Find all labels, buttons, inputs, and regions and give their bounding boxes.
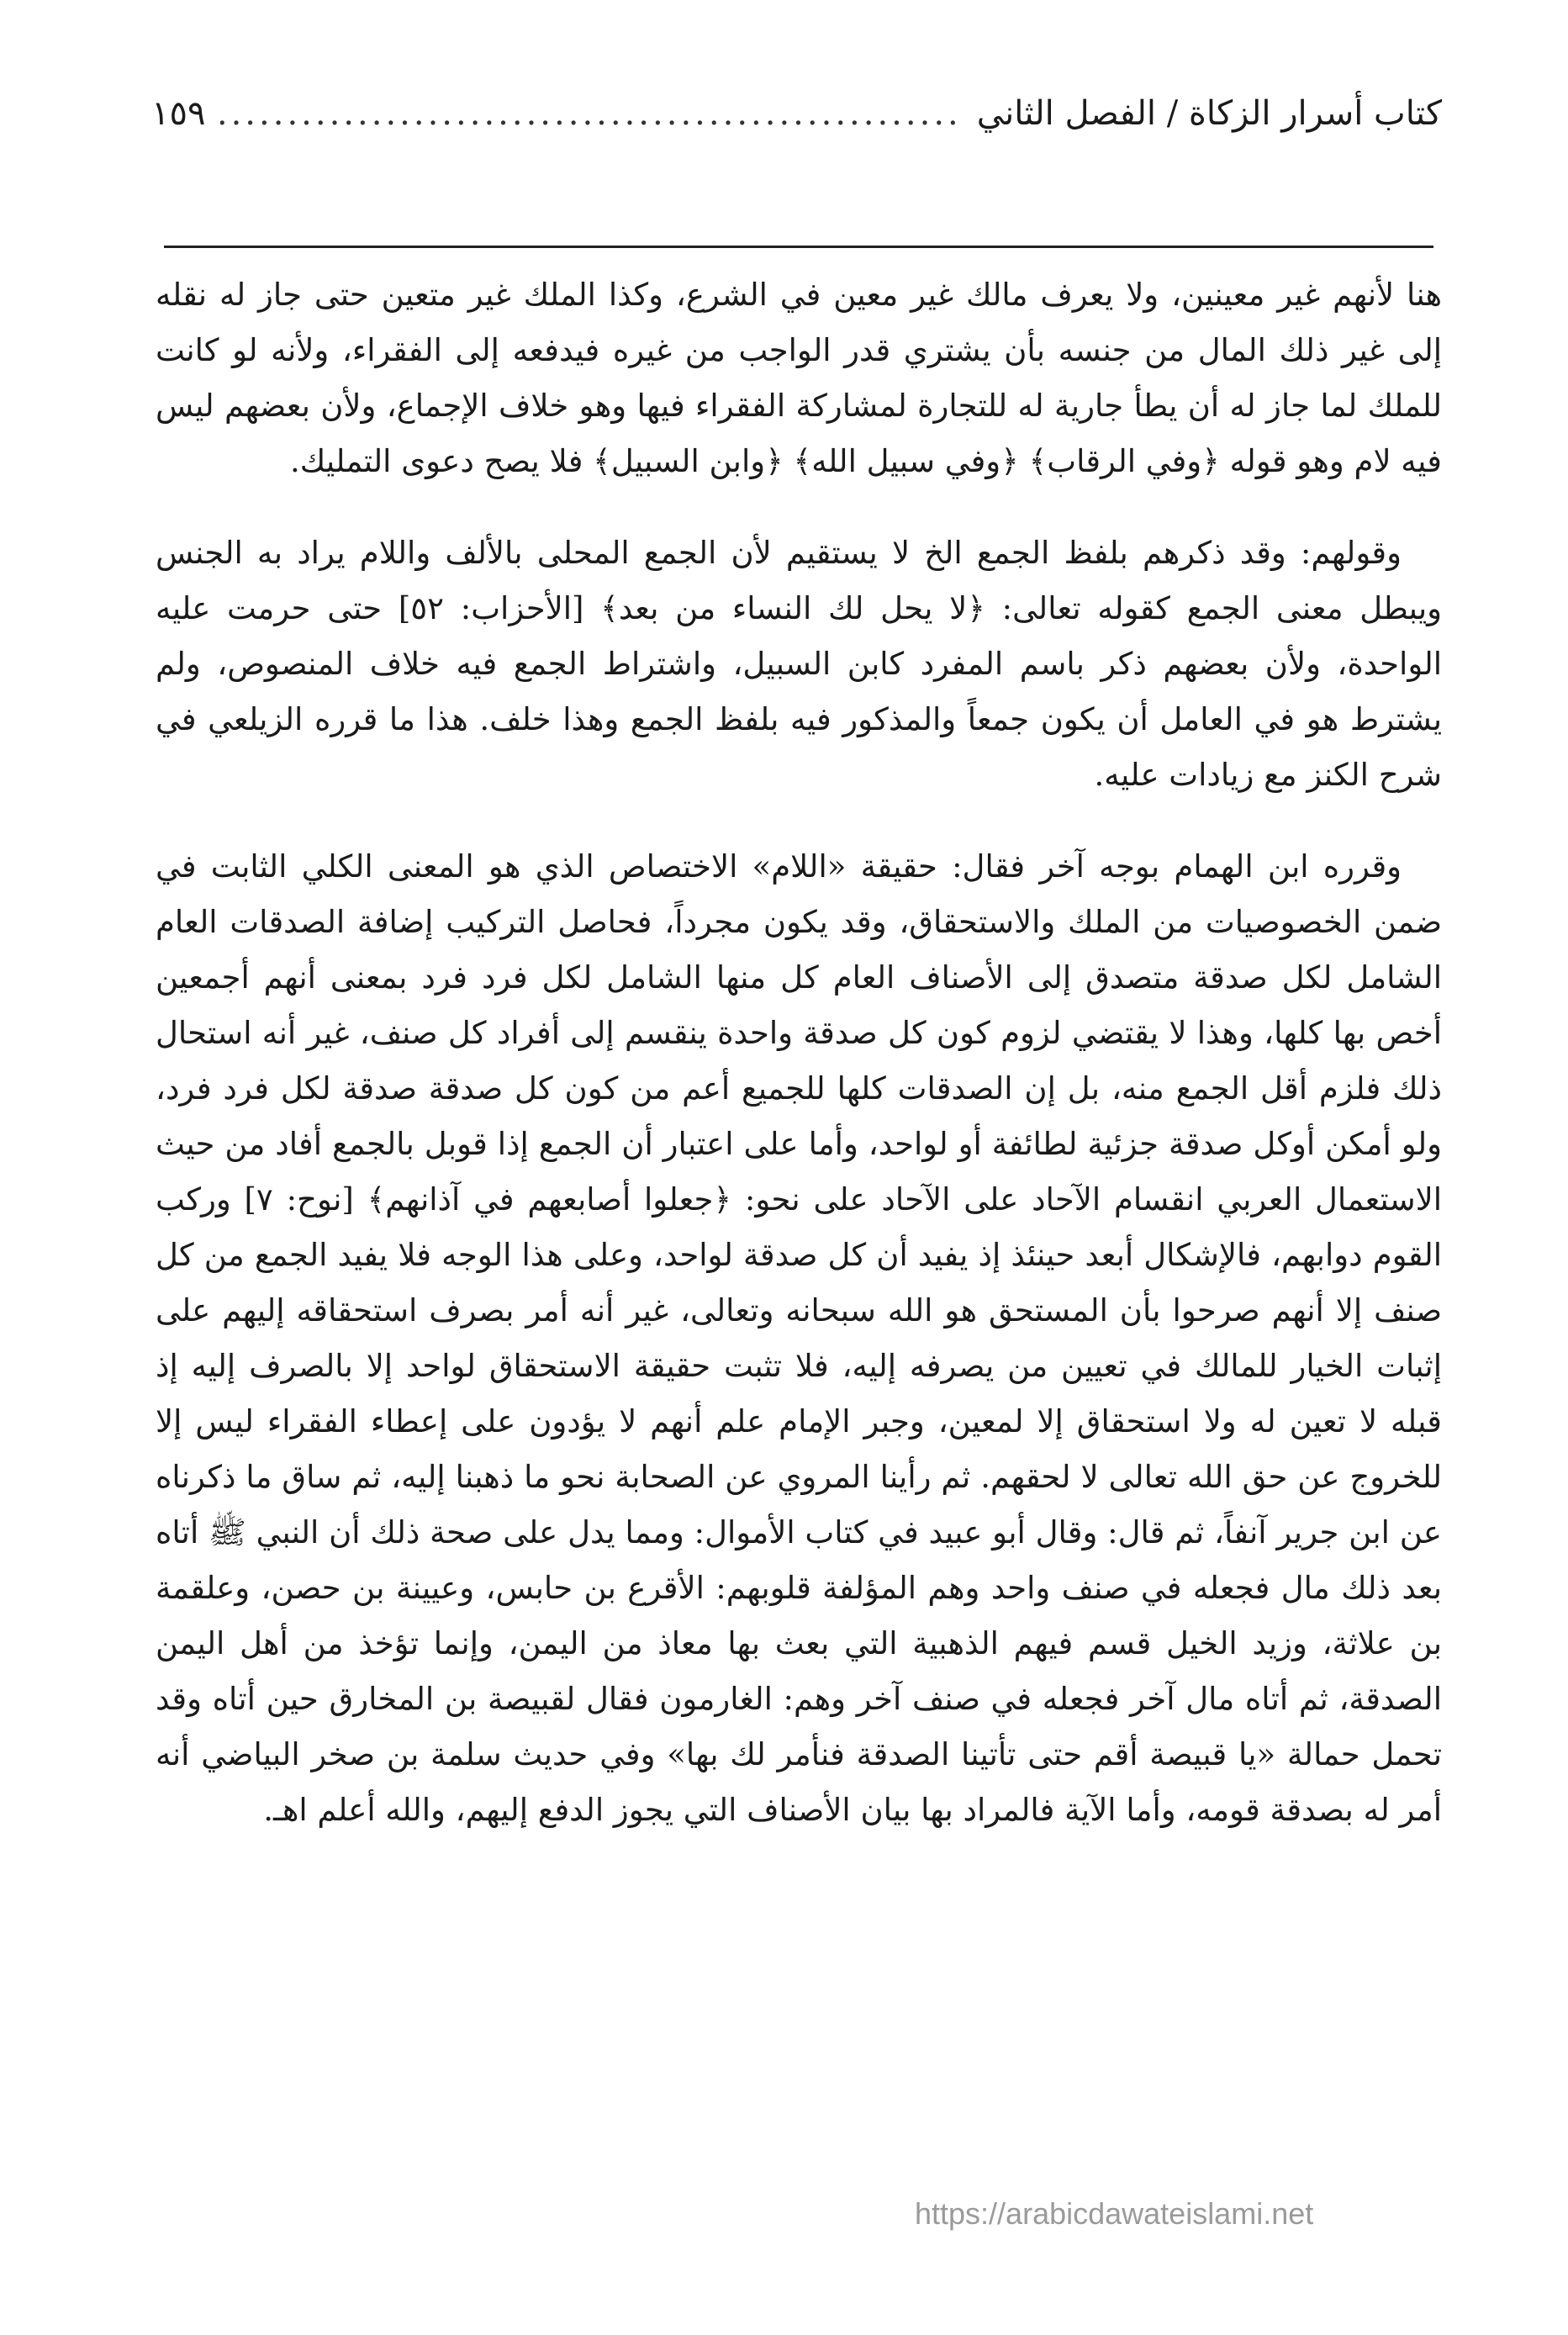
paragraph-1: هنا لأنهم غير معينين، ولا يعرف مالك غير معين في الشرع، وكذا الملك غير متعين حتى جاز له نقله إلى غير ذلك المال من جنسه بأن يشتري قدر الواجب من غيره فيدفعه إلى الفقراء، ولأنه لو كانت للملك لما جاز له أن يطأ جارية له للتجارة لمشاركة الفقراء فيها وهو خلاف الإجماع، ولأن بعضهم ليس فيه لام وهو قوله ﴿وفي الرقاب﴾ ﴿وفي سبيل الله﴾ ﴿وابن السبيل﴾ فلا يصح دعوى التمليك. [156,277,1442,479]
running-title: كتاب أسرار الزكاة / الفصل الثاني [976,94,1442,133]
page-number: ١٥٩ [151,94,206,133]
paragraph-2: وقولهم: وقد ذكرهم بلفظ الجمع الخ لا يستقيم لأن الجمع المحلى بالألف واللام يراد به الجنس ويبطل معنى الجمع كقوله تعالى: ﴿لا يحل لك النساء من بعد﴾ [الأحزاب: ٥٢] حتى حرمت عليه الواحدة، ولأن بعضهم ذكر باسم المفرد كابن السبيل، واشتراط الجمع فيه خلاف المنصوص، ولم يشترط هو في العامل أن يكون جمعاً والمذكور فيه بلفظ الجمع وهذا خلف. هذا ما قرره الزيلعي في شرح الكنز مع زيادات عليه. [156,535,1442,793]
header-rule [164,246,1433,248]
paragraph-3: وقرره ابن الهمام بوجه آخر فقال: حقيقة «اللام» الاختصاص الذي هو المعنى الكلي الثابت في ضمن الخصوصيات من الملك والاستحقاق، وقد يكون مجرداً، فحاصل التركيب إضافة الصدقات العام الشامل لكل صدقة متصدق إلى الأصناف العام كل منها الشامل لكل فرد فرد بمعنى أنهم أجمعين أخص بها كلها، وهذا لا يقتضي لزوم كون كل صدقة واحدة ينقسم إلى أفراد كل صنف، غير أنه استحال ذلك فلزم أقل الجمع منه، بل إن الصدقات كلها للجميع أعم من كون كل صدقة صدقة لكل فرد فرد، ولو أمكن أوكل صدقة جزئية لطائفة أو لواحد، وأما على اعتبار أن الجمع إذا قوبل بالجمع أفاد من حيث الاستعمال العربي انقسام الآحاد على الآحاد على نحو: ﴿جعلوا أصابعهم في آذانهم﴾ [نوح: ٧] وركب القوم دوابهم، فالإشكال أبعد حينئذ إذ يفيد أن كل صدقة لواحد، وعلى هذا الوجه فلا يفيد الجمع من كل صنف إلا أنهم صرحوا بأن المستحق هو الله سبحانه وتعالى، غير أنه أمر بصرف استحقاقه إليهم على إثبات الخيار للمالك في تعيين من يصرفه إليه، فلا تثبت حقيقة الاستحقاق لواحد إلا بالصرف إليه إذ قبله لا تعين له ولا استحقاق إلا لمعين، وجبر الإمام علم أنهم لا يؤدون على إعطاء الفقراء ليس إلا للخروج عن حق الله تعالى لا لحقهم. ثم رأينا المروي عن الصحابة نحو ما ذهبنا إليه، ثم ساق ما ذكرناه عن ابن جرير آنفاً، ثم قال: وقال أبو عبيد في كتاب الأموال: ومما يدل على صحة ذلك أن النبي ﷺ أتاه بعد ذلك مال فجعله في صنف واحد وهم المؤلفة قلوبهم: الأقرع بن حابس، وعيينة بن حصن، وعلقمة بن علاثة، وزيد الخيل قسم فيهم الذهبية التي بعث بها معاذ من اليمن، وإنما تؤخذ من أهل اليمن الصدقة، ثم أتاه مال آخر فجعله في صنف آخر وهم: الغارمون فقال لقبيصة بن المخارق حين أتاه وقد تحمل حمالة «يا قبيصة أقم حتى تأتينا الصدقة فنأمر لك بها» وفي حديث سلمة بن صخر البياضي أنه أمر له بصدقة قومه، وأما الآية فالمراد بها بيان الأصناف التي يجوز الدفع إليهم، والله أعلم اهـ. [156,848,1442,1828]
dot-leader [220,94,961,133]
source-watermark: https://arabicdawateislami.net [915,2196,1314,2231]
main-text [156,267,1442,1874]
page-header [151,94,1442,145]
